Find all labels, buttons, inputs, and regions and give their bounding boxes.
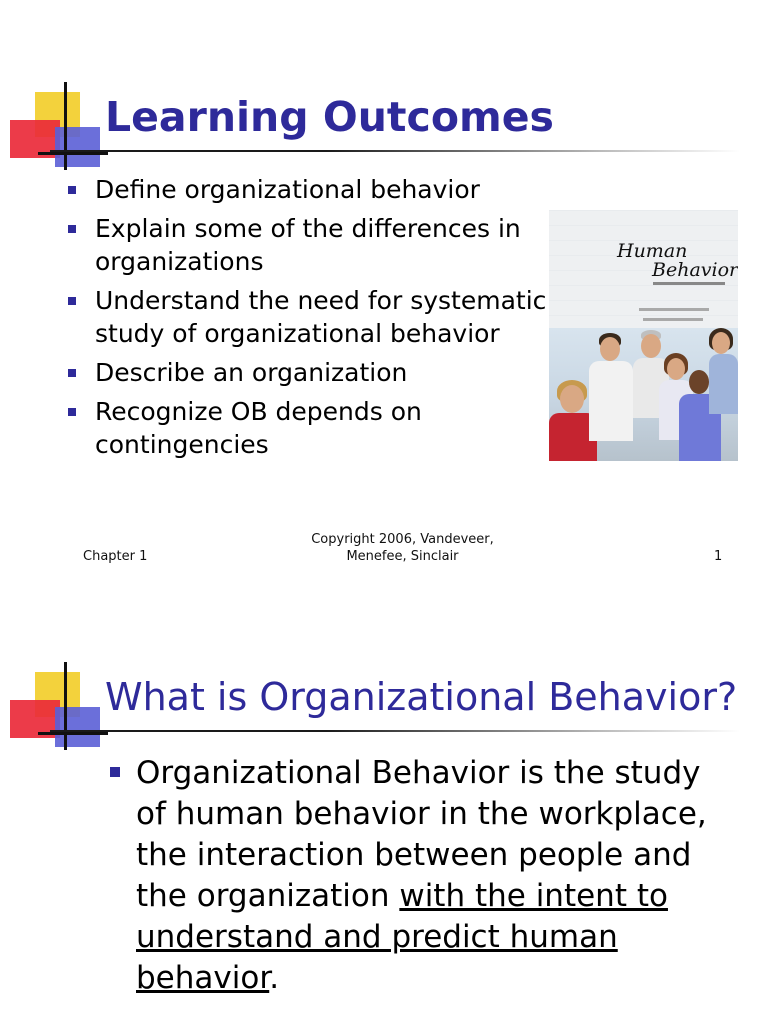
slide-logo-decoration [10,662,120,752]
footer-page-number: 1 [714,549,723,564]
bullet-item: Understand the need for systematic study of organizational behavior [68,284,548,350]
bullet-square-icon [68,297,76,305]
team-photo [549,328,738,461]
bullet-square-icon [68,369,76,377]
bullet-item [108,753,708,999]
bullet-square-icon [68,186,76,194]
definition-period: . [269,960,280,996]
bullet-square-icon [68,408,76,416]
book-title-line2: Behavior [652,259,738,281]
bullet-item: Recognize OB depends on contingencies [68,395,548,461]
bullet-item: Explain some of the differences in organizations [68,212,548,278]
book-title-line1: Human [617,240,688,262]
bullet-list [108,753,708,999]
footer-chapter: Chapter 1 [83,549,148,564]
definition-underlined: with the intent to understand and predict human behavior [136,878,668,996]
bullet-item: Define organizational behavior [68,173,548,206]
title-divider [50,150,740,152]
footer-copyright: Copyright 2006, Vandeveer, Menefee, Sinclair [311,532,494,564]
bullet-square-icon [68,225,76,233]
bullet-square-icon [110,767,120,777]
slide-logo-decoration [10,82,120,172]
book-cover-image [549,210,738,461]
title-divider [50,730,740,732]
slide-title: What is Organizational Behavior? [105,675,738,719]
bullet-item: Describe an organization [68,356,548,389]
slide-title: Learning Outcomes [105,93,554,141]
bullet-list [68,173,548,467]
definition-text: Organizational Behavior is the study of human behavior in the workplace, the interaction between people and the organization [136,755,707,914]
